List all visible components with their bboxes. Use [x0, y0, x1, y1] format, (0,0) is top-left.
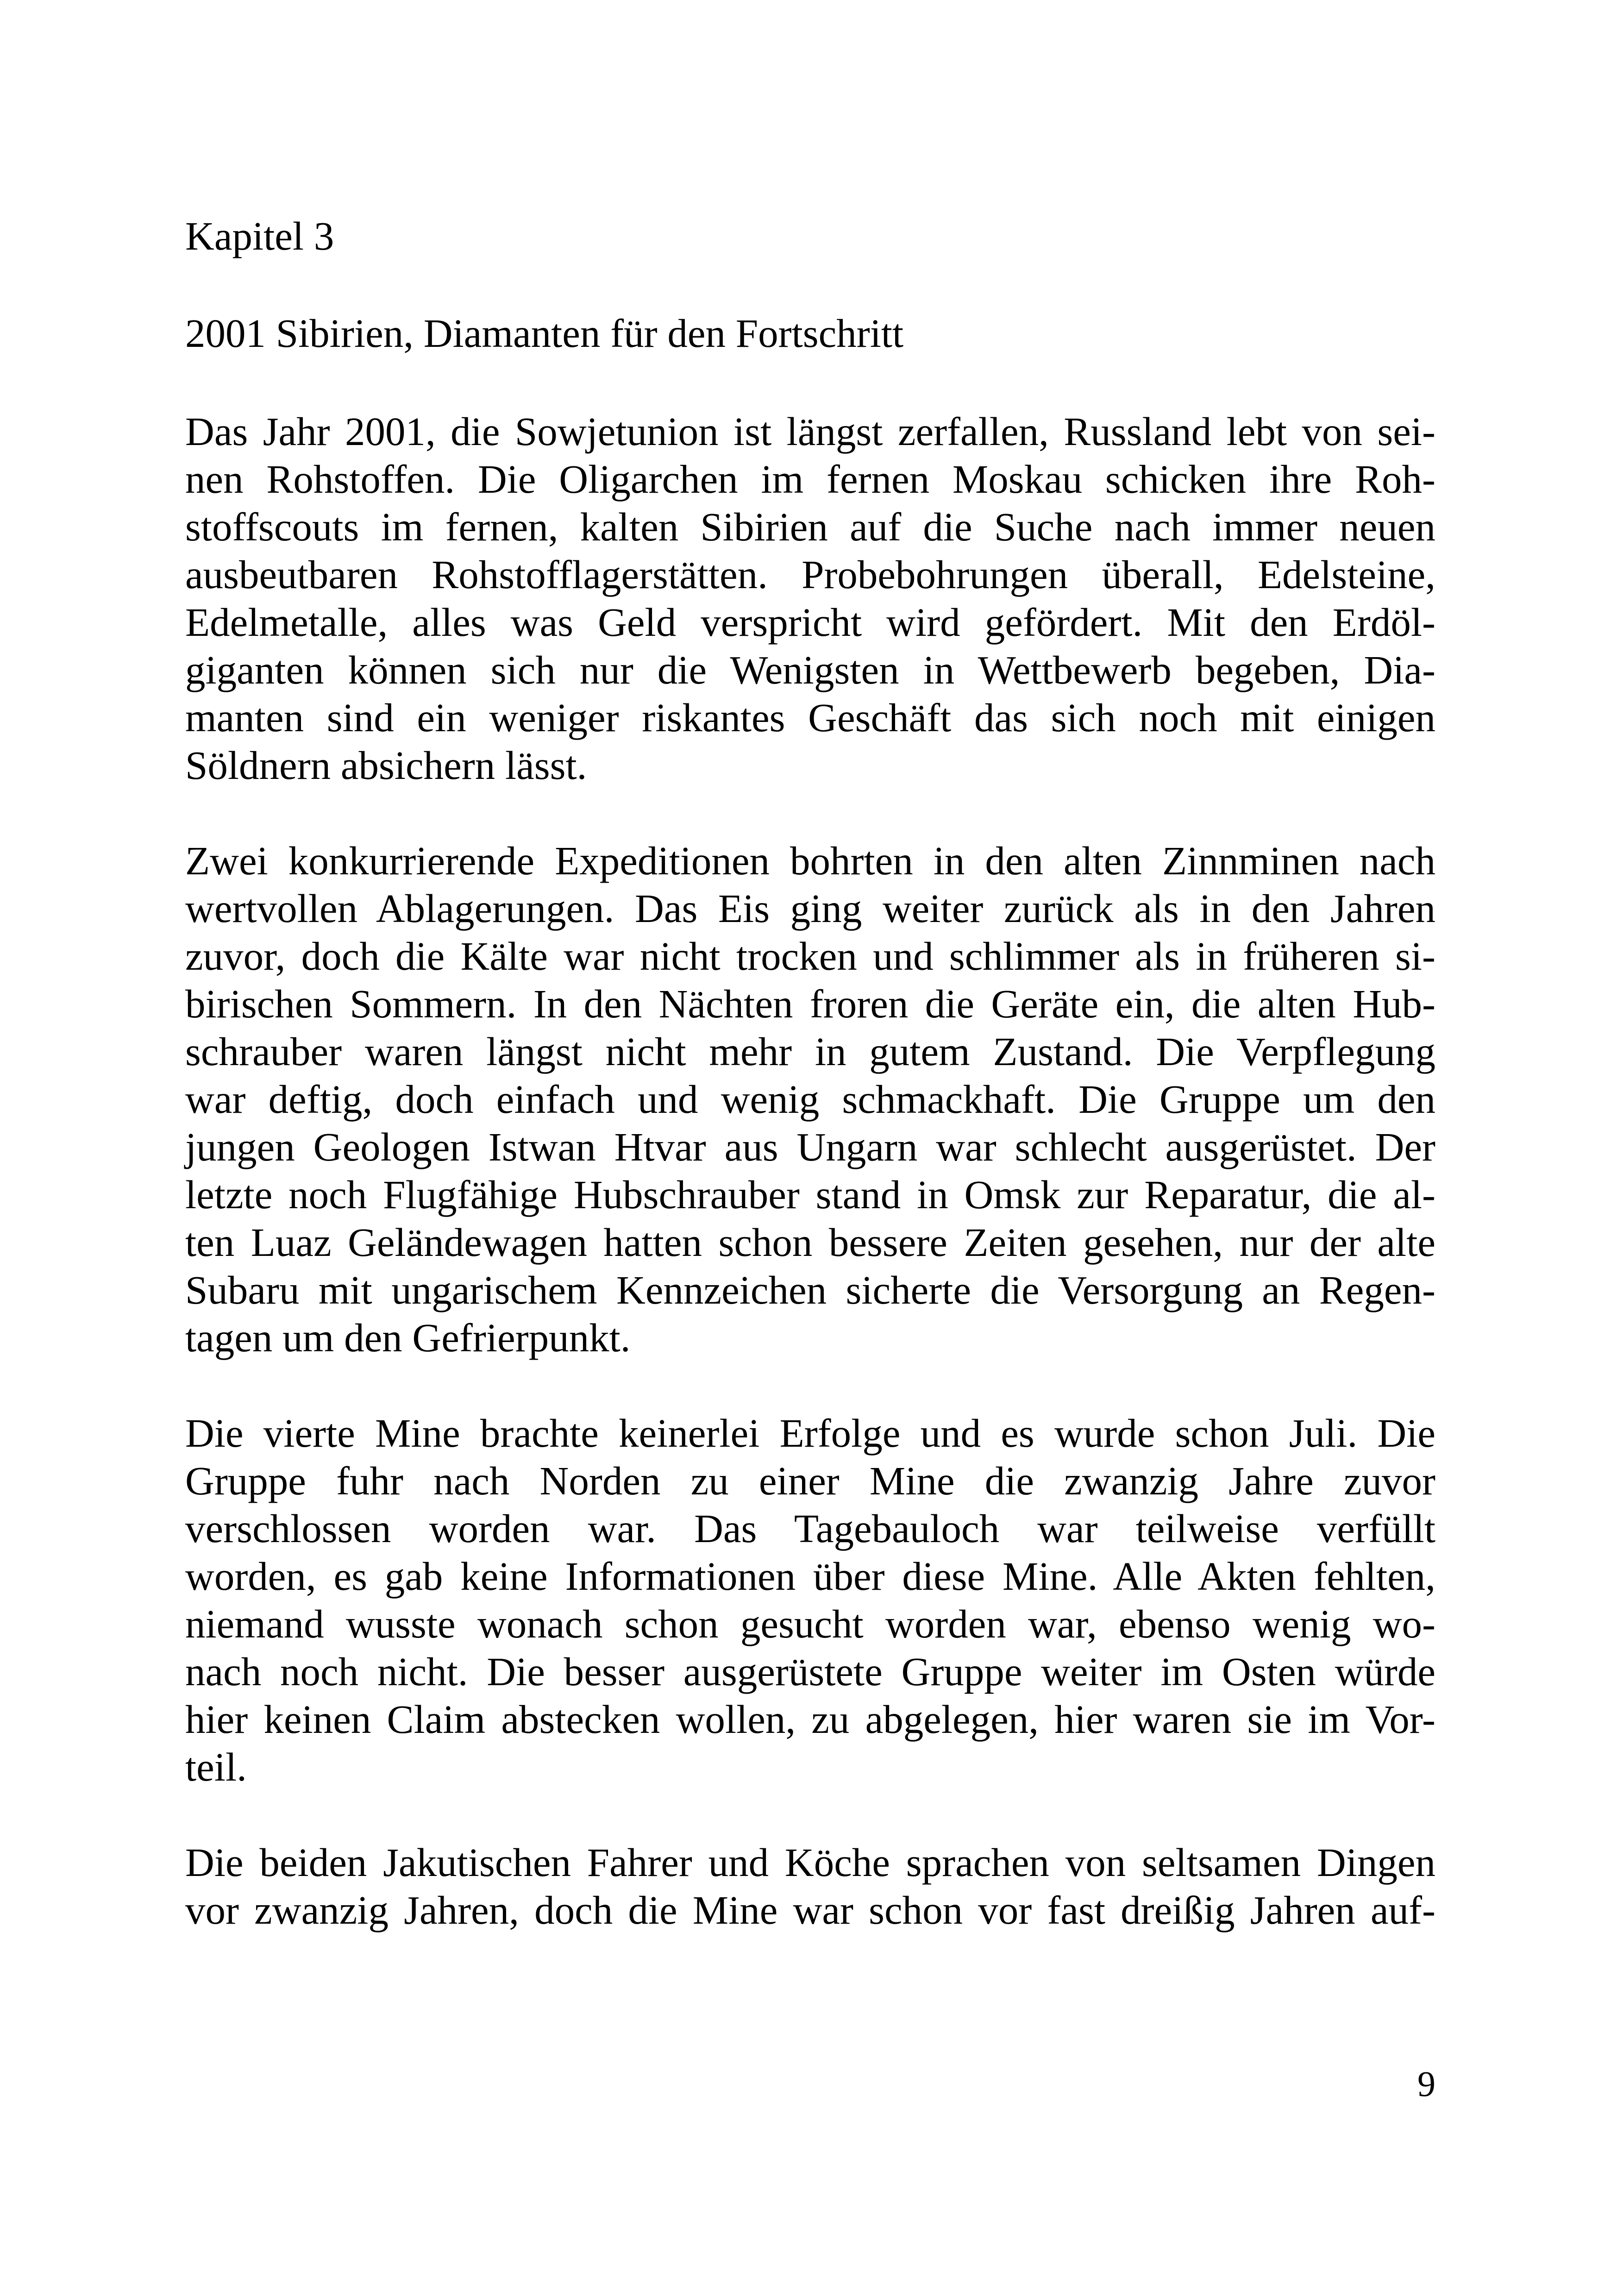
text-line: wertvollen Ablagerungen. Das Eis ging weiter zurück als in den Jahren [185, 886, 1435, 931]
paragraph [185, 1838, 1435, 1934]
text-line: ten Luaz Geländewagen hatten schon bessere Zeiten gesehen, nur der alte [185, 1220, 1435, 1265]
section-title: 2001 Sibirien, Diamanten für den Fortschritt [185, 311, 904, 356]
text-line: birischen Sommern. In den Nächten froren die Geräte ein, die alten Hub- [185, 981, 1435, 1026]
page-number: 9 [1417, 2064, 1435, 2104]
text-line: war deftig, doch einfach und wenig schmackhaft. Die Gruppe um den [185, 1077, 1435, 1122]
text-line: teil. [185, 1744, 247, 1789]
text-line: letzte noch Flugfähige Hubschrauber stand in Omsk zur Reparatur, die al- [185, 1172, 1435, 1217]
text-line: Söldnern absichern lässt. [185, 743, 587, 788]
text-line: Zwei konkurrierende Expeditionen bohrten in den alten Zinnminen nach [185, 838, 1435, 883]
text-line: schrauber waren längst nicht mehr in gutem Zustand. Die Verpflegung [185, 1029, 1435, 1074]
body-text [185, 408, 1435, 1982]
text-line: Gruppe fuhr nach Norden zu einer Mine die zwanzig Jahre zuvor [185, 1458, 1435, 1503]
text-line: Das Jahr 2001, die Sowjetunion ist längst zerfallen, Russland lebt von sei- [185, 409, 1435, 454]
text-line: jungen Geologen Istwan Htvar aus Ungarn war schlecht ausgerüstet. Der [185, 1124, 1435, 1169]
text-line: hier keinen Claim abstecken wollen, zu abgelegen, hier waren sie im Vor- [185, 1697, 1435, 1742]
text-line: Subaru mit ungarischem Kennzeichen sicherte die Versorgung an Regen- [185, 1267, 1435, 1312]
text-line: Die vierte Mine brachte keinerlei Erfolge und es wurde schon Juli. Die [185, 1411, 1435, 1455]
text-line: verschlossen worden war. Das Tagebauloch war teilweise verfüllt [185, 1506, 1435, 1551]
paragraph [185, 837, 1435, 1361]
text-line: stoffscouts im fernen, kalten Sibirien auf die Suche nach immer neuen [185, 504, 1435, 549]
text-line: zuvor, doch die Kälte war nicht trocken und schlimmer als in früheren si- [185, 934, 1435, 979]
paragraph [185, 408, 1435, 789]
text-line: tagen um den Gefrierpunkt. [185, 1315, 631, 1360]
text-line: nen Rohstoffen. Die Oligarchen im fernen Moskau schicken ihre Roh- [185, 457, 1435, 502]
chapter-label: Kapitel 3 [185, 213, 334, 258]
text-line: ausbeutbaren Rohstofflagerstätten. Probebohrungen überall, Edelsteine, [185, 552, 1435, 597]
text-line: niemand wusste wonach schon gesucht worden war, ebenso wenig wo- [185, 1601, 1435, 1646]
text-line: Edelmetalle, alles was Geld verspricht wird gefördert. Mit den Erdöl- [185, 600, 1435, 645]
paragraph [185, 1409, 1435, 1791]
text-line: Die beiden Jakutischen Fahrer und Köche sprachen von seltsamen Dingen [185, 1840, 1435, 1885]
text-line: nach noch nicht. Die besser ausgerüstete Gruppe weiter im Osten würde [185, 1649, 1435, 1694]
text-line: giganten können sich nur die Wenigsten in Wettbewerb begeben, Dia- [185, 647, 1435, 692]
text-line: vor zwanzig Jahren, doch die Mine war schon vor fast dreißig Jahren auf- [185, 1888, 1435, 1932]
text-line: worden, es gab keine Informationen über diese Mine. Alle Akten fehlten, [185, 1554, 1435, 1599]
text-line: manten sind ein weniger riskantes Geschäft das sich noch mit einigen [185, 695, 1435, 740]
